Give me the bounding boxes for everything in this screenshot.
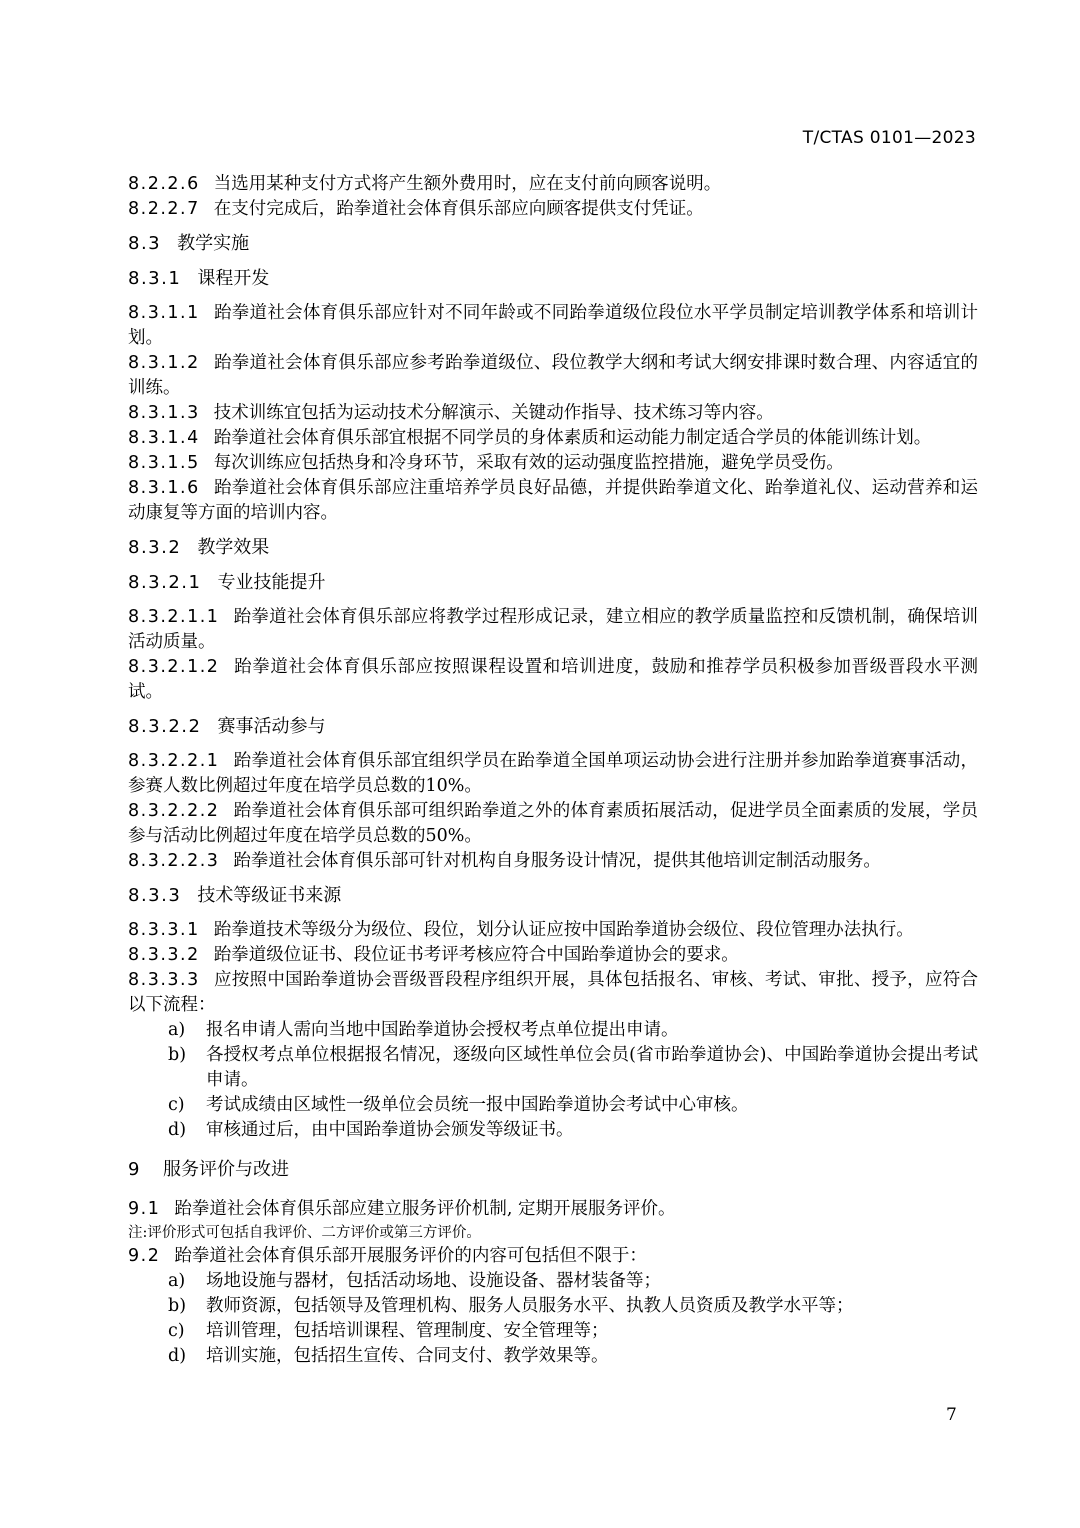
clause-text: 当选用某种支付方式将产生额外费用时，应在支付前向顾客说明。 xyxy=(213,174,722,194)
clause-number: 8.3.1.4 xyxy=(128,428,200,448)
list-item xyxy=(168,1043,978,1093)
clause-number: 8.3.2.1 xyxy=(128,572,202,593)
section-heading xyxy=(128,714,978,740)
list-item xyxy=(168,1269,978,1294)
clause-number: 8.3.2.2.3 xyxy=(128,851,220,871)
list-item xyxy=(168,1294,978,1319)
clause-number: 8.3.2.2.1 xyxy=(128,751,220,771)
clause-text: 技术训练宜包括为运动技术分解演示、关键动作指导、技术练习等内容。 xyxy=(213,403,774,423)
clause-text: 专业技能提升 xyxy=(217,572,326,593)
clause-number: 8.2.2.7 xyxy=(128,199,200,219)
clause-paragraph xyxy=(128,849,978,874)
clause-number: 8.3.1 xyxy=(128,268,182,289)
list-item-label: b) xyxy=(168,1296,187,1316)
clause-text: 课程开发 xyxy=(197,268,270,289)
list-item-text: 教师资源，包括领导及管理机构、服务人员服务水平、执教人员资质及教学水平等； xyxy=(206,1296,854,1316)
list-item-label: d) xyxy=(168,1120,187,1140)
clause-text: 跆拳道社会体育俱乐部应注重培养学员良好品德，并提供跆拳道文化、跆拳道礼仪、运动营养和运动康复等方面的培训内容。 xyxy=(128,478,978,523)
clause-number: 8.3.2.1.1 xyxy=(128,607,220,627)
clause-paragraph xyxy=(128,351,978,401)
page-number: 7 xyxy=(946,1405,957,1425)
list-item-text: 审核通过后，由中国跆拳道协会颁发等级证书。 xyxy=(206,1120,574,1140)
clause-paragraph xyxy=(128,605,978,655)
section-heading xyxy=(128,535,978,561)
clause-text: 跆拳道级位证书、段位证书考评考核应符合中国跆拳道协会的要求。 xyxy=(213,945,739,965)
clause-text: 教学实施 xyxy=(177,233,250,254)
note xyxy=(128,1222,978,1244)
clause-number: 8.3.1.3 xyxy=(128,403,200,423)
clause-paragraph xyxy=(128,749,978,799)
clause-number: 注: xyxy=(128,1225,148,1241)
clause-number: 8.3.2.2.2 xyxy=(128,801,220,821)
clause-paragraph xyxy=(128,799,978,849)
clause-paragraph xyxy=(128,1244,978,1269)
list-item-label: d) xyxy=(168,1346,187,1366)
list-item-text: 培训管理，包括培训课程、管理制度、安全管理等； xyxy=(206,1321,609,1341)
clause-number: 8.3.3.3 xyxy=(128,970,200,990)
list-item-label: c) xyxy=(168,1095,185,1115)
clause-number: 8.3.2.1.2 xyxy=(128,657,220,677)
clause-paragraph xyxy=(128,426,978,451)
clause-number: 9.1 xyxy=(128,1199,161,1219)
clause-text: 跆拳道社会体育俱乐部可针对机构自身服务设计情况，提供其他培训定制活动服务。 xyxy=(233,851,881,871)
clause-paragraph xyxy=(128,918,978,943)
list-item xyxy=(168,1118,978,1143)
clause-paragraph xyxy=(128,655,978,705)
list-item xyxy=(168,1344,978,1369)
clause-number: 8.3.3 xyxy=(128,885,182,906)
section-heading xyxy=(128,570,978,596)
clause-paragraph xyxy=(128,301,978,351)
document-body xyxy=(128,172,978,1369)
clause-number: 8.3.1.6 xyxy=(128,478,200,498)
clause-text: 跆拳道社会体育俱乐部应针对不同年龄或不同跆拳道级位段位水平学员制定培训教学体系和培训计划。 xyxy=(128,303,978,348)
clause-number: 8.2.2.6 xyxy=(128,174,200,194)
clause-number: 8.3.2 xyxy=(128,537,182,558)
clause-text: 跆拳道技术等级分为级位、段位，划分认证应按中国跆拳道协会级位、段位管理办法执行。 xyxy=(213,920,914,940)
clause-text: 应按照中国跆拳道协会晋级晋段程序组织开展，具体包括报名、审核、考试、审批、授予，应符合以下流程： xyxy=(128,970,978,1015)
list-item-text: 培训实施，包括招生宣传、合同支付、教学效果等。 xyxy=(206,1346,609,1366)
clause-number: 9.2 xyxy=(128,1246,161,1266)
clause-text: 赛事活动参与 xyxy=(217,716,326,737)
clause-paragraph xyxy=(128,197,978,222)
clause-text: 跆拳道社会体育俱乐部应参考跆拳道级位、段位教学大纲和考试大纲安排课时数合理、内容适宜的训练。 xyxy=(128,353,978,398)
clause-paragraph xyxy=(128,172,978,197)
list-item-text: 报名申请人需向当地中国跆拳道协会授权考点单位提出申请。 xyxy=(206,1020,679,1040)
clause-text: 跆拳道社会体育俱乐部应按照课程设置和培训进度，鼓励和推荐学员积极参加晋级晋段水平测试。 xyxy=(128,657,978,702)
section-heading xyxy=(128,883,978,909)
clause-paragraph xyxy=(128,401,978,426)
clause-text: 服务评价与改进 xyxy=(162,1159,289,1180)
clause-number: 9 xyxy=(128,1159,141,1180)
list-item-label: b) xyxy=(168,1045,187,1065)
clause-number: 8.3.3.1 xyxy=(128,920,200,940)
clause-number: 8.3.1.5 xyxy=(128,453,200,473)
document-code: T/CTAS 0101—2023 xyxy=(802,128,976,148)
section-heading xyxy=(128,231,978,257)
clause-text: 技术等级证书来源 xyxy=(197,885,342,906)
clause-paragraph xyxy=(128,476,978,526)
clause-text: 在支付完成后，跆拳道社会体育俱乐部应向顾客提供支付凭证。 xyxy=(213,199,704,219)
clause-text: 教学效果 xyxy=(197,537,270,558)
list-item xyxy=(168,1093,978,1118)
clause-number: 8.3.2.2 xyxy=(128,716,202,737)
list-item-label: a) xyxy=(168,1020,186,1040)
clause-paragraph xyxy=(128,943,978,968)
list-item-text: 场地设施与器材，包括活动场地、设施设备、器材装备等； xyxy=(206,1271,661,1291)
clause-number: 8.3.3.2 xyxy=(128,945,200,965)
clause-paragraph xyxy=(128,451,978,476)
chapter-heading xyxy=(128,1157,978,1183)
clause-number: 8.3 xyxy=(128,233,162,254)
clause-paragraph xyxy=(128,1197,978,1222)
clause-text: 跆拳道社会体育俱乐部应建立服务评价机制, 定期开展服务评价。 xyxy=(174,1199,676,1219)
clause-text: 跆拳道社会体育俱乐部宜根据不同学员的身体素质和运动能力制定适合学员的体能训练计划。 xyxy=(213,428,932,448)
list-item xyxy=(168,1319,978,1344)
list-item-label: c) xyxy=(168,1321,185,1341)
clause-paragraph xyxy=(128,968,978,1018)
clause-text: 跆拳道社会体育俱乐部宜组织学员在跆拳道全国单项运动协会进行注册并参加跆拳道赛事活动，参赛人数比例超过年度在培学员总数的10%。 xyxy=(128,751,978,796)
section-heading xyxy=(128,266,978,292)
list-item-label: a) xyxy=(168,1271,186,1291)
clause-text: 评价形式可包括自我评价、二方评价或第三方评价。 xyxy=(147,1225,481,1241)
clause-text: 每次训练应包括热身和冷身环节，采取有效的运动强度监控措施，避免学员受伤。 xyxy=(213,453,844,473)
list-item-text: 考试成绩由区域性一级单位会员统一报中国跆拳道协会考试中心审核。 xyxy=(206,1095,749,1115)
clause-number: 8.3.1.2 xyxy=(128,353,200,373)
clause-text: 跆拳道社会体育俱乐部应将教学过程形成记录，建立相应的教学质量监控和反馈机制，确保培训活动质量。 xyxy=(128,607,978,652)
clause-text: 跆拳道社会体育俱乐部开展服务评价的内容可包括但不限于： xyxy=(174,1246,647,1266)
clause-text: 跆拳道社会体育俱乐部可组织跆拳道之外的体育素质拓展活动，促进学员全面素质的发展，学员参与活动比例超过年度在培学员总数的50%。 xyxy=(128,801,978,846)
list-item-text: 各授权考点单位根据报名情况，逐级向区域性单位会员(省市跆拳道协会)、中国跆拳道协会提出考试申请。 xyxy=(206,1045,978,1090)
clause-number: 8.3.1.1 xyxy=(128,303,200,323)
list-item xyxy=(168,1018,978,1043)
